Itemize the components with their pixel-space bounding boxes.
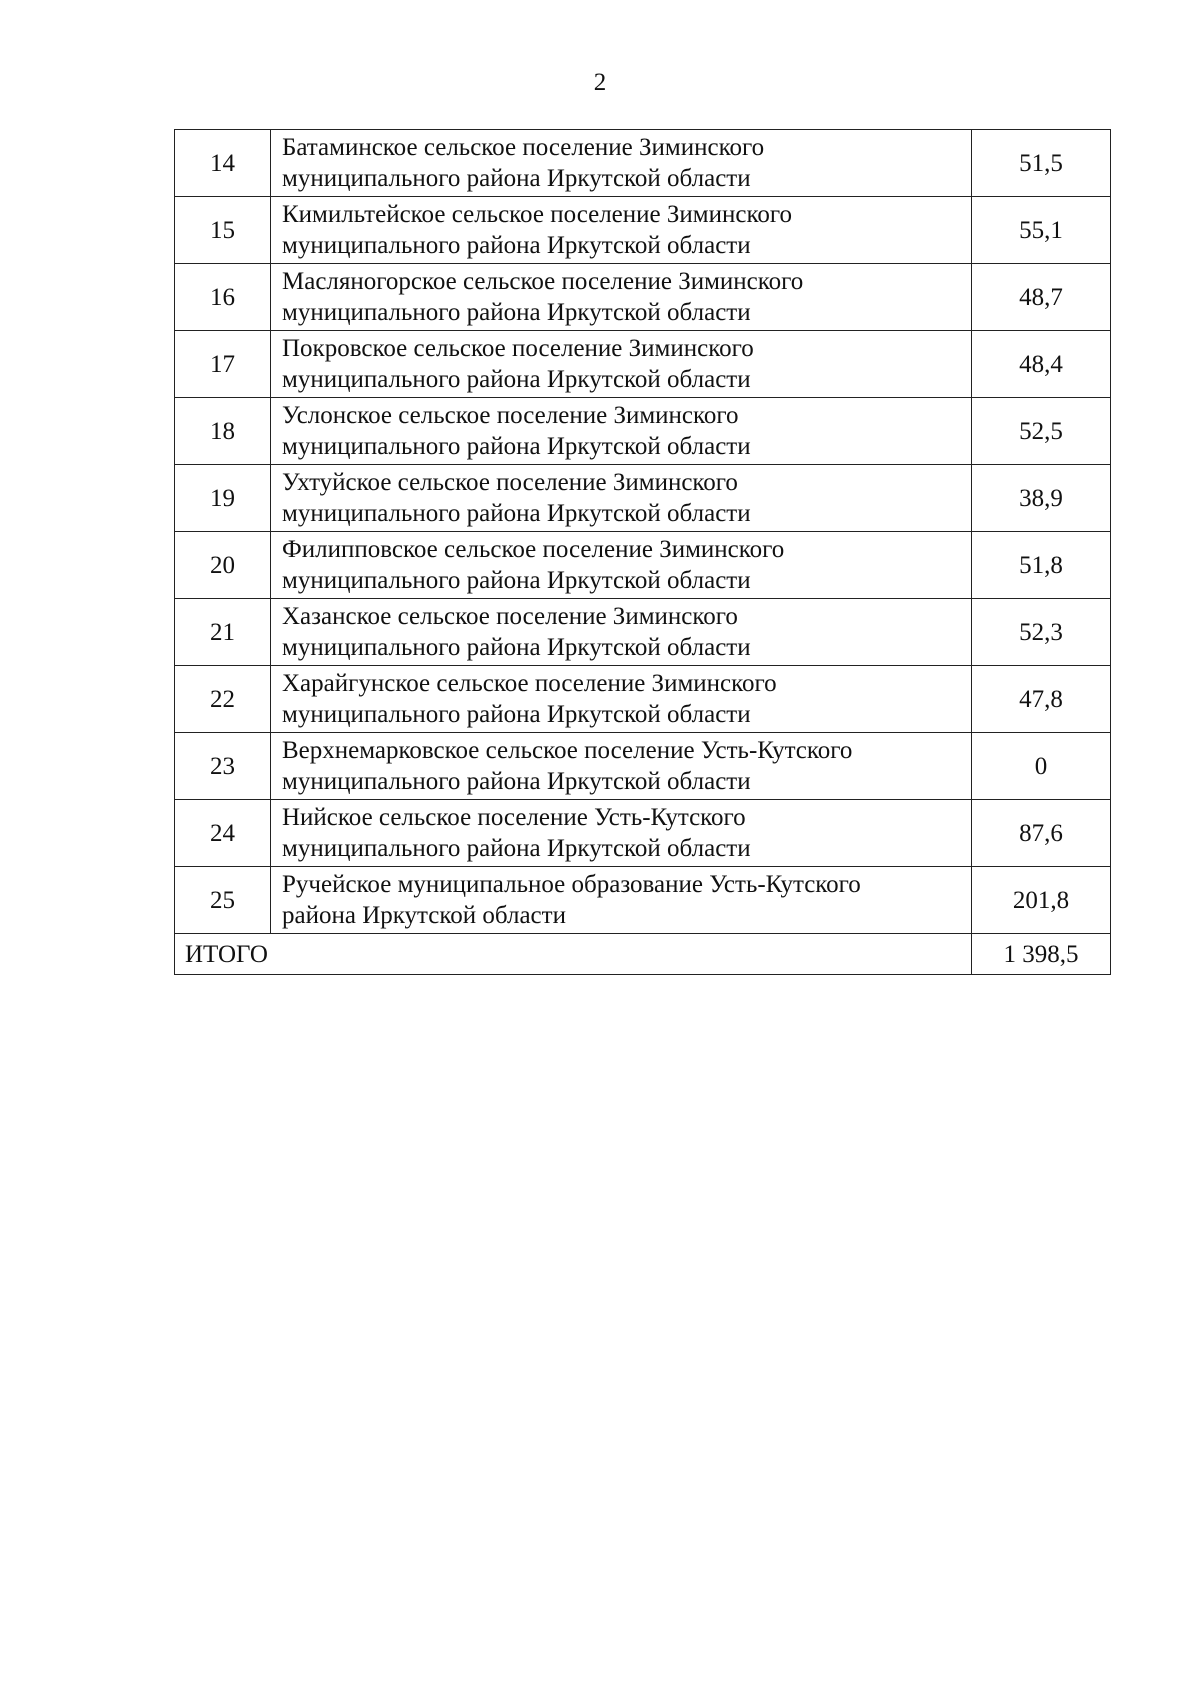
settlement-name-line: муниципального района Иркутской области [282,835,751,862]
table-row [175,130,1111,197]
row-number: 14 [175,130,271,197]
settlement-name [271,733,972,800]
row-number: 16 [175,264,271,331]
amount-cell: 51,8 [972,532,1111,599]
page-number: 2 [593,69,607,96]
amount-cell: 52,3 [972,599,1111,666]
amount-cell: 47,8 [972,666,1111,733]
settlement-name [271,532,972,599]
table-body [175,130,1111,975]
settlement-name [271,800,972,867]
table-row [175,264,1111,331]
settlement-name-line: муниципального района Иркутской области [282,299,751,326]
total-row [175,934,1111,975]
settlement-name-line: муниципального района Иркутской области [282,232,751,259]
row-number: 22 [175,666,271,733]
row-number: 19 [175,465,271,532]
settlement-name-line: Покровское сельское поселение Зиминского [282,335,754,362]
settlement-name-line: муниципального района Иркутской области [282,366,751,393]
row-number: 17 [175,331,271,398]
settlement-name [271,599,972,666]
amount-cell: 87,6 [972,800,1111,867]
settlement-name [271,197,972,264]
table-row [175,867,1111,934]
table-row [175,599,1111,666]
settlement-name-line: муниципального района Иркутской области [282,768,751,795]
settlement-name [271,867,972,934]
settlement-name-line: Услонское сельское поселение Зиминского [282,402,739,429]
settlement-name [271,666,972,733]
row-number: 21 [175,599,271,666]
row-number: 15 [175,197,271,264]
amount-cell: 0 [972,733,1111,800]
settlement-name-line: Ухтуйское сельское поселение Зиминского [282,469,738,496]
row-number: 20 [175,532,271,599]
settlement-name-line: Масляногорское сельское поселение Зиминского [282,268,804,295]
row-number: 18 [175,398,271,465]
settlement-name-line: муниципального района Иркутской области [282,701,751,728]
settlement-name-line: Верхнемарковское сельское поселение Усть-Кутского [282,737,853,764]
total-value: 1 398,5 [972,934,1111,975]
table-row [175,465,1111,532]
row-number: 25 [175,867,271,934]
settlement-name-line: Ручейское муниципальное образование Усть-Кутского [282,871,861,898]
row-number: 23 [175,733,271,800]
amount-cell: 201,8 [972,867,1111,934]
table-row [175,532,1111,599]
amount-cell: 48,7 [972,264,1111,331]
settlement-name-line: Кимильтейское сельское поселение Зиминского [282,201,792,228]
settlement-name-line: Харайгунское сельское поселение Зиминского [282,670,777,697]
allocation-table [174,129,1111,975]
amount-cell: 52,5 [972,398,1111,465]
amount-cell: 38,9 [972,465,1111,532]
settlement-name [271,465,972,532]
settlement-name-line: муниципального района Иркутской области [282,567,751,594]
table-row [175,800,1111,867]
settlement-name [271,398,972,465]
table-row [175,666,1111,733]
settlement-name-line: муниципального района Иркутской области [282,165,751,192]
settlement-name-line: района Иркутской области [282,902,566,929]
settlement-name-line: Хазанское сельское поселение Зиминского [282,603,738,630]
settlement-name-line: Батаминское сельское поселение Зиминского [282,134,765,161]
table-row [175,398,1111,465]
settlement-name [271,331,972,398]
table-row [175,197,1111,264]
table-row [175,733,1111,800]
total-label: ИТОГО [175,934,972,975]
amount-cell: 48,4 [972,331,1111,398]
table-row [175,331,1111,398]
settlement-name-line: Нийское сельское поселение Усть-Кутского [282,804,746,831]
settlement-name [271,130,972,197]
row-number: 24 [175,800,271,867]
amount-cell: 51,5 [972,130,1111,197]
settlement-name-line: муниципального района Иркутской области [282,500,751,527]
settlement-name-line: Филипповское сельское поселение Зиминского [282,536,785,563]
amount-cell: 55,1 [972,197,1111,264]
settlement-name-line: муниципального района Иркутской области [282,634,751,661]
settlement-name [271,264,972,331]
settlement-name-line: муниципального района Иркутской области [282,433,751,460]
